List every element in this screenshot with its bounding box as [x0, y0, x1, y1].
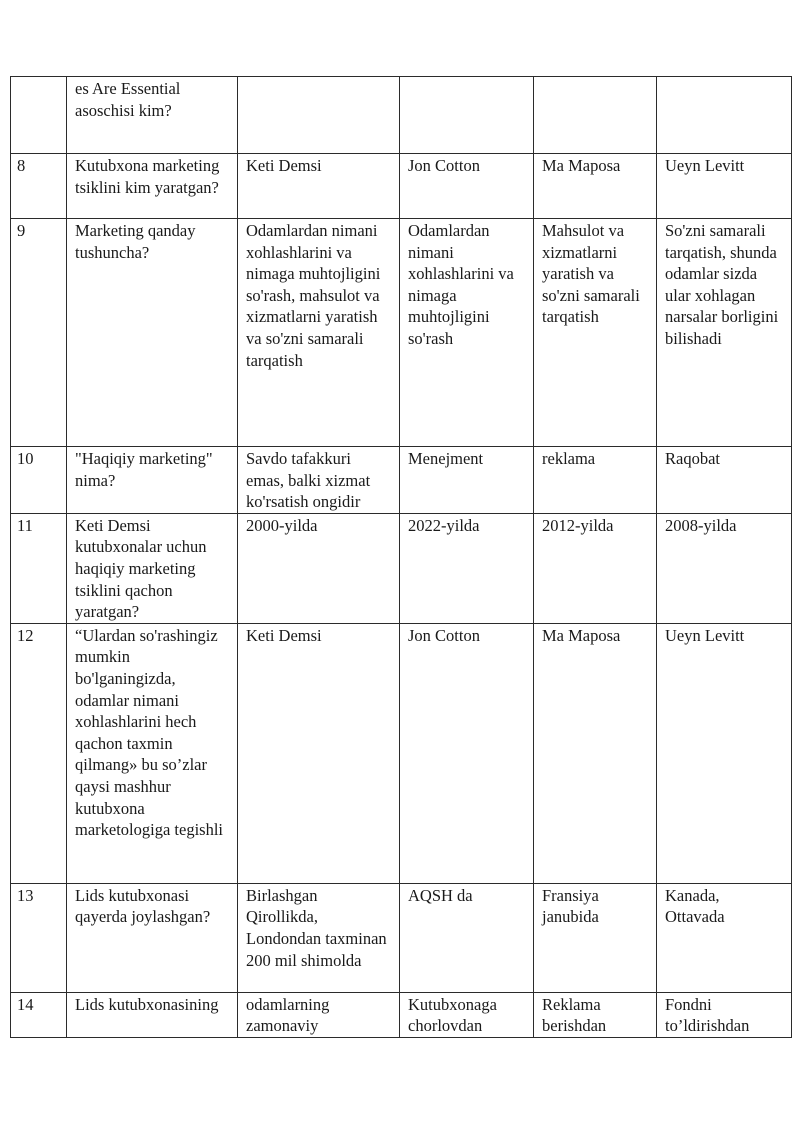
option-b-cell: Menejment: [400, 447, 534, 514]
table-row: [11, 219, 792, 447]
option-b-cell: 2022-yilda: [400, 513, 534, 623]
option-a-cell: Keti Demsi: [238, 154, 400, 219]
table-row: [11, 623, 792, 883]
option-d-cell: Fondni to’ldirishdan: [657, 992, 792, 1037]
question-cell: es Are Essential asoschisi kim?: [67, 77, 238, 154]
table-row: [11, 992, 792, 1037]
option-d-cell: So'zni samarali tarqatish, shunda odamlar sizda ular xohlagan narsalar borligini bilishadi: [657, 219, 792, 447]
question-cell: Kutubxona marketing tsiklini kim yaratgan?: [67, 154, 238, 219]
table-row: [11, 154, 792, 219]
quiz-table: [10, 76, 792, 1038]
table-row: [11, 513, 792, 623]
row-number: 14: [11, 992, 67, 1037]
table-row: [11, 77, 792, 154]
row-number: 9: [11, 219, 67, 447]
question-cell: "Haqiqiy marketing" nima?: [67, 447, 238, 514]
row-number: [11, 77, 67, 154]
option-d-cell: Ueyn Levitt: [657, 623, 792, 883]
option-d-cell: Ueyn Levitt: [657, 154, 792, 219]
row-number: 8: [11, 154, 67, 219]
row-number: 12: [11, 623, 67, 883]
option-b-cell: Kutubxonaga chorlovdan: [400, 992, 534, 1037]
row-number: 11: [11, 513, 67, 623]
question-cell: Lids kutubxonasining: [67, 992, 238, 1037]
row-number: 13: [11, 883, 67, 992]
option-b-cell: Jon Cotton: [400, 623, 534, 883]
option-d-cell: 2008-yilda: [657, 513, 792, 623]
option-b-cell: [400, 77, 534, 154]
option-b-cell: Odamlardan nimani xohlashlarini va nimaga muhtojligini so'rash: [400, 219, 534, 447]
option-d-cell: [657, 77, 792, 154]
option-c-cell: Ma Maposa: [534, 154, 657, 219]
option-b-cell: AQSH da: [400, 883, 534, 992]
option-a-cell: Keti Demsi: [238, 623, 400, 883]
option-a-cell: Savdo tafakkuri emas, balki xizmat ko'rsatish ongidir: [238, 447, 400, 514]
option-a-cell: [238, 77, 400, 154]
option-c-cell: Reklama berishdan: [534, 992, 657, 1037]
option-d-cell: Kanada, Ottavada: [657, 883, 792, 992]
question-cell: Keti Demsi kutubxonalar uchun haqiqiy marketing tsiklini qachon yaratgan?: [67, 513, 238, 623]
option-a-cell: Odamlardan nimani xohlashlarini va nimaga muhtojligini so'rash, mahsulot va xizmatlarni yaratish va so'zni samarali tarqatish: [238, 219, 400, 447]
option-b-cell: Jon Cotton: [400, 154, 534, 219]
option-c-cell: [534, 77, 657, 154]
table-row: [11, 447, 792, 514]
option-c-cell: reklama: [534, 447, 657, 514]
option-c-cell: Ma Maposa: [534, 623, 657, 883]
question-cell: Lids kutubxonasi qayerda joylashgan?: [67, 883, 238, 992]
row-number: 10: [11, 447, 67, 514]
option-d-cell: Raqobat: [657, 447, 792, 514]
option-a-cell: 2000-yilda: [238, 513, 400, 623]
option-a-cell: Birlashgan Qirollikda, Londondan taxminan 200 mil shimolda: [238, 883, 400, 992]
option-a-cell: odamlarning zamonaviy: [238, 992, 400, 1037]
question-cell: “Ulardan so'rashingiz mumkin bo'lganingizda, odamlar nimani xohlashlarini hech qachon taxmin qilmang» bu so’zlar qaysi mashhur kutubxona marketologiga tegishli: [67, 623, 238, 883]
question-cell: Marketing qanday tushuncha?: [67, 219, 238, 447]
table-row: [11, 883, 792, 992]
option-c-cell: 2012-yilda: [534, 513, 657, 623]
option-c-cell: Fransiya janubida: [534, 883, 657, 992]
option-c-cell: Mahsulot va xizmatlarni yaratish va so'zni samarali tarqatish: [534, 219, 657, 447]
